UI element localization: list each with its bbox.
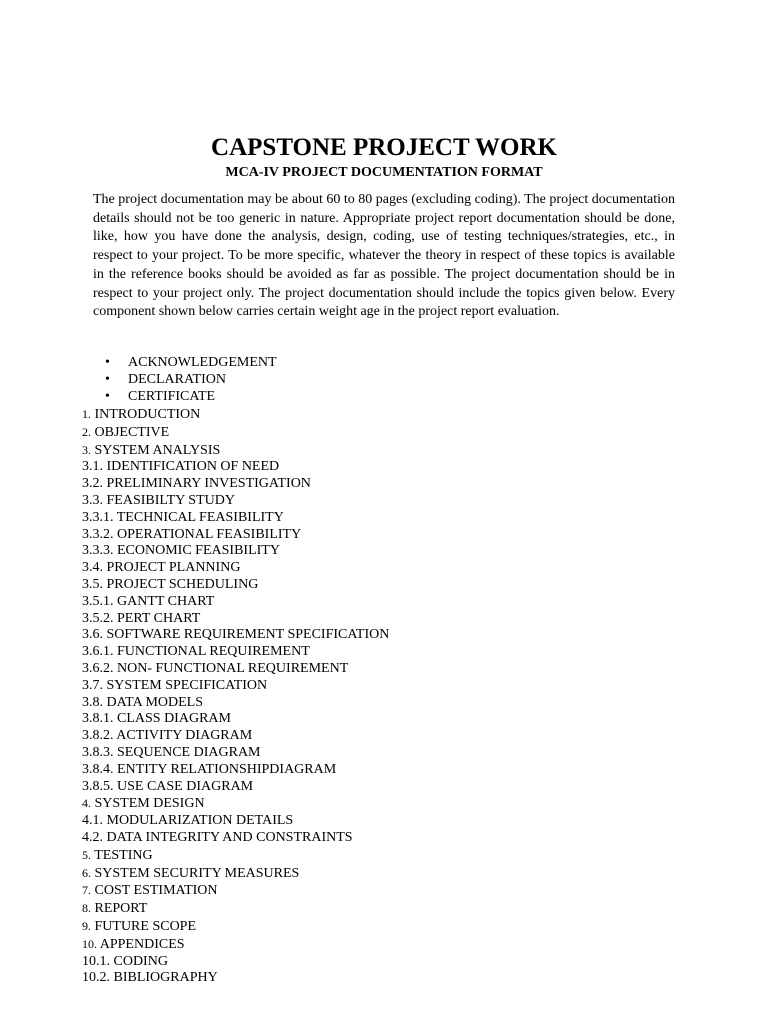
toc-label: SYSTEM DESIGN <box>94 796 205 812</box>
toc-number: 1. <box>82 407 91 421</box>
front-matter-item <box>105 354 277 371</box>
toc-item <box>82 577 389 594</box>
toc-item <box>82 560 389 577</box>
toc-label: USE CASE DIAGRAM <box>117 778 254 794</box>
toc-label: APPENDICES <box>99 936 185 952</box>
toc-label: SYSTEM SECURITY MEASURES <box>94 865 300 881</box>
toc-label: COST ESTIMATION <box>94 883 218 899</box>
toc-label: PROJECT SCHEDULING <box>106 576 259 592</box>
toc-item <box>82 527 389 544</box>
toc-number: 4. <box>82 796 91 811</box>
toc-item <box>82 954 389 971</box>
front-matter-label: DECLARATION <box>128 372 226 387</box>
toc-number: 9. <box>82 918 91 933</box>
toc-item <box>82 813 389 830</box>
front-matter-label: ACKNOWLEDGEMENT <box>128 355 277 370</box>
toc-label: OPERATIONAL FEASIBILITY <box>117 526 302 542</box>
toc-label: PERT CHART <box>117 610 201 626</box>
toc-label: SOFTWARE REQUIREMENT SPECIFICATION <box>106 627 390 643</box>
front-matter-item <box>105 388 277 405</box>
toc-number: 2. <box>82 424 91 439</box>
toc-number: 10.1. <box>82 953 110 969</box>
table-of-contents <box>82 406 389 987</box>
toc-label: OBJECTIVE <box>94 424 170 440</box>
toc-label: GANTT CHART <box>117 593 215 609</box>
toc-item <box>82 594 389 611</box>
toc-number: 5. <box>82 847 91 862</box>
toc-item <box>82 424 389 442</box>
toc-number: 3.1. <box>82 459 103 475</box>
toc-number: 3.8.3. <box>82 744 114 760</box>
toc-label: TESTING <box>94 847 153 863</box>
toc-label: FUNCTIONAL REQUIREMENT <box>117 644 310 660</box>
toc-label: PROJECT PLANNING <box>106 560 241 576</box>
toc-item <box>82 847 389 865</box>
toc-label: SYSTEM SPECIFICATION <box>106 677 268 693</box>
toc-item <box>82 678 389 695</box>
toc-label: ENTITY RELATIONSHIPDIAGRAM <box>117 761 337 777</box>
toc-number: 7. <box>82 883 91 898</box>
toc-number: 3.6.2. <box>82 660 114 676</box>
toc-label: SYSTEM ANALYSIS <box>94 442 221 458</box>
toc-label: IDENTIFICATION OF NEED <box>106 459 280 475</box>
front-matter-label: CERTIFICATE <box>128 389 216 404</box>
toc-item <box>82 442 389 460</box>
toc-item <box>82 476 389 493</box>
toc-label: BIBLIOGRAPHY <box>113 970 218 986</box>
toc-item <box>82 611 389 628</box>
toc-item <box>82 882 389 900</box>
toc-number: 3.8.1. <box>82 711 114 727</box>
toc-item <box>82 711 389 728</box>
toc-number: 3.8. <box>82 694 103 710</box>
toc-item <box>82 830 389 847</box>
toc-number: 3.6. <box>82 627 103 643</box>
toc-number: 3.3.1. <box>82 509 114 525</box>
toc-item <box>82 918 389 936</box>
bullet-icon: • <box>105 355 110 370</box>
toc-number: 3.2. <box>82 476 103 492</box>
toc-number: 3.6.1. <box>82 644 114 660</box>
intro-paragraph: The project documentation may be about 60 to 80 pages (excluding coding). The project documentation details should not be too generic in nature. Appropriate project report documentation should be done, like, how you have done the analysis, design, coding, use of testing techniques/strategies, etc., in respect to your project. To be more specific, whatever the theory in respect of these topics is available in the reference books should be avoided as far as possible. The project documentation should be in respect to your project only. The project documentation should include the topics given below. Every component shown below carries certain weight age in the project report evaluation. <box>93 192 675 320</box>
toc-label: CLASS DIAGRAM <box>117 711 231 727</box>
toc-label: DATA MODELS <box>106 694 203 710</box>
toc-label: ACTIVITY DIAGRAM <box>116 728 253 744</box>
toc-item <box>82 510 389 527</box>
toc-item <box>82 936 389 954</box>
toc-label: INTRODUCTION <box>94 407 201 422</box>
toc-number: 3. <box>82 442 91 457</box>
toc-number: 3.5. <box>82 576 103 592</box>
toc-label: ECONOMIC FEASIBILITY <box>117 543 280 559</box>
front-matter-list <box>105 354 277 405</box>
toc-item <box>82 762 389 779</box>
toc-label: REPORT <box>94 901 148 917</box>
toc-item <box>82 779 389 796</box>
document-title: CAPSTONE PROJECT WORK <box>211 134 557 161</box>
toc-item <box>82 970 389 987</box>
toc-number: 3.8.4. <box>82 761 114 777</box>
toc-item <box>82 900 389 918</box>
toc-label: FUTURE SCOPE <box>94 918 197 934</box>
toc-number: 3.8.2. <box>82 728 114 744</box>
toc-item <box>82 795 389 813</box>
toc-label: FEASIBILTY STUDY <box>106 492 235 508</box>
toc-label: NON- FUNCTIONAL REQUIREMENT <box>117 660 349 676</box>
toc-item <box>82 865 389 883</box>
toc-label: PRELIMINARY INVESTIGATION <box>106 476 311 492</box>
toc-number: 3.5.2. <box>82 610 114 626</box>
toc-item <box>82 627 389 644</box>
toc-item <box>82 661 389 678</box>
toc-label: TECHNICAL FEASIBILITY <box>116 509 284 525</box>
toc-number: 3.3. <box>82 492 103 508</box>
toc-label: MODULARIZATION DETAILS <box>106 813 294 829</box>
toc-number: 3.5.1. <box>82 593 114 609</box>
toc-item <box>82 543 389 560</box>
document-subtitle: MCA-IV PROJECT DOCUMENTATION FORMAT <box>225 165 543 180</box>
front-matter-item <box>105 371 277 388</box>
toc-number: 10. <box>82 936 97 951</box>
toc-number: 3.3.3. <box>82 543 114 559</box>
toc-item <box>82 459 389 476</box>
toc-number: 3.3.2. <box>82 526 114 542</box>
toc-number: 8. <box>82 901 91 916</box>
toc-label: CODING <box>113 953 168 969</box>
bullet-icon: • <box>105 372 110 387</box>
toc-item <box>82 695 389 712</box>
toc-number: 10.2. <box>82 970 110 986</box>
toc-number: 4.2. <box>82 829 103 845</box>
toc-item <box>82 493 389 510</box>
toc-number: 6. <box>82 865 91 880</box>
toc-item <box>82 745 389 762</box>
toc-label: DATA INTEGRITY AND CONSTRAINTS <box>106 829 353 845</box>
toc-item <box>82 644 389 661</box>
toc-number: 3.8.5. <box>82 778 114 794</box>
toc-item <box>82 406 389 424</box>
toc-number: 3.4. <box>82 560 103 576</box>
toc-number: 4.1. <box>82 813 103 829</box>
toc-label: SEQUENCE DIAGRAM <box>117 744 261 760</box>
toc-item <box>82 728 389 745</box>
toc-number: 3.7. <box>82 677 103 693</box>
bullet-icon: • <box>105 389 110 404</box>
